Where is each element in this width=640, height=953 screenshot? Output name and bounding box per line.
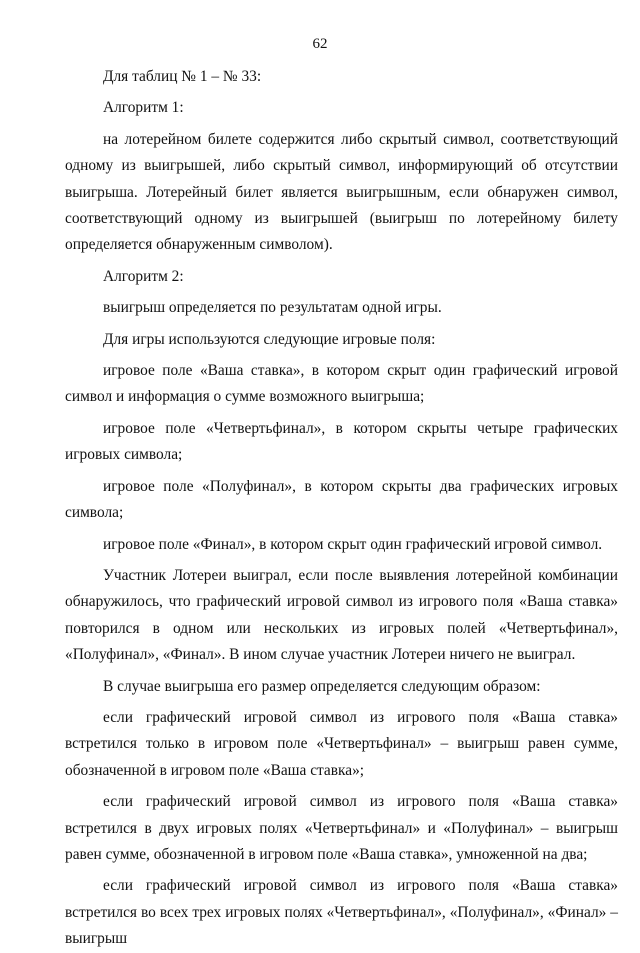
paragraph-prize-rule-3: если графический игровой символ из игрового поля «Ваша ставка» встретился во всех трех игровых полях «Четвертьфинал», «Полуфинал», «Финал» – выигрыш [65,877,618,948]
paragraph-prize-intro: В случае выигрыша его размер определяется следующим образом: [103,677,541,695]
paragraph-algorithm-2-heading: Алгоритм 2: [103,267,184,285]
paragraph-winning-condition: Участник Лотереи выиграл, если после выявления лотерейной комбинации обнаружилось, что графический игровой символ из игрового поля «Ваша ставка» повторился в одном или нескольких из игровых полей «Четвертьфинал», «Полуфинал», «Финал». В ином случае участник Лотереи ничего не выиграл. [65,566,618,664]
paragraph-tables-heading: Для таблиц № 1 – № 33: [103,68,262,85]
paragraph-algorithm-2-text: выигрыш определяется по результатам одной игры. [103,299,442,317]
paragraph-game-fields-intro: Для игры используются следующие игровые поля: [103,330,436,348]
paragraph-prize-rule-2: если графический игровой символ из игрового поля «Ваша ставка» встретился в двух игровых полях «Четвертьфинал» и «Полуфинал» – выигрыш равен сумме, обозначенной в игровом поле «Ваша ставка», умноженной на два; [65,793,618,863]
paragraph-field-final: игровое поле «Финал», в котором скрыт один графический игровой символ. [103,535,603,553]
document-body [65,64,618,953]
paragraph-algorithm-1-heading: Алгоритм 1: [103,99,184,117]
paragraph-prize-rule-1: если графический игровой символ из игрового поля «Ваша ставка» встретился только в игровом поле «Четвертьфинал» – выигрыш равен сумме, обозначенной в игровом поле «Ваша ставка»; [65,708,618,779]
paragraph-algorithm-1-text: на лотерейном билете содержится либо скрытый символ, соответствующий одному из выигрышей, либо скрытый символ, информирующий об отсутствии выигрыша. Лотерейный билет является выигрышным, если обнаружен символ, соответствующий одному из выигрышей (выигрыш по лотерейному билету определяется обнаруженным символом). [65,130,618,254]
page-number: 62 [312,36,328,52]
paragraph-field-semifinal: игровое поле «Полуфинал», в котором скрыты два графических игровых символа; [65,477,618,522]
paragraph-field-your-bet: игровое поле «Ваша ставка», в котором скрыт один графический игровой символ и информация о сумме возможного выигрыша; [65,362,618,406]
paragraph-field-quarterfinal: игровое поле «Четвертьфинал», в котором скрыты четыре графических игровых символа; [65,419,618,464]
